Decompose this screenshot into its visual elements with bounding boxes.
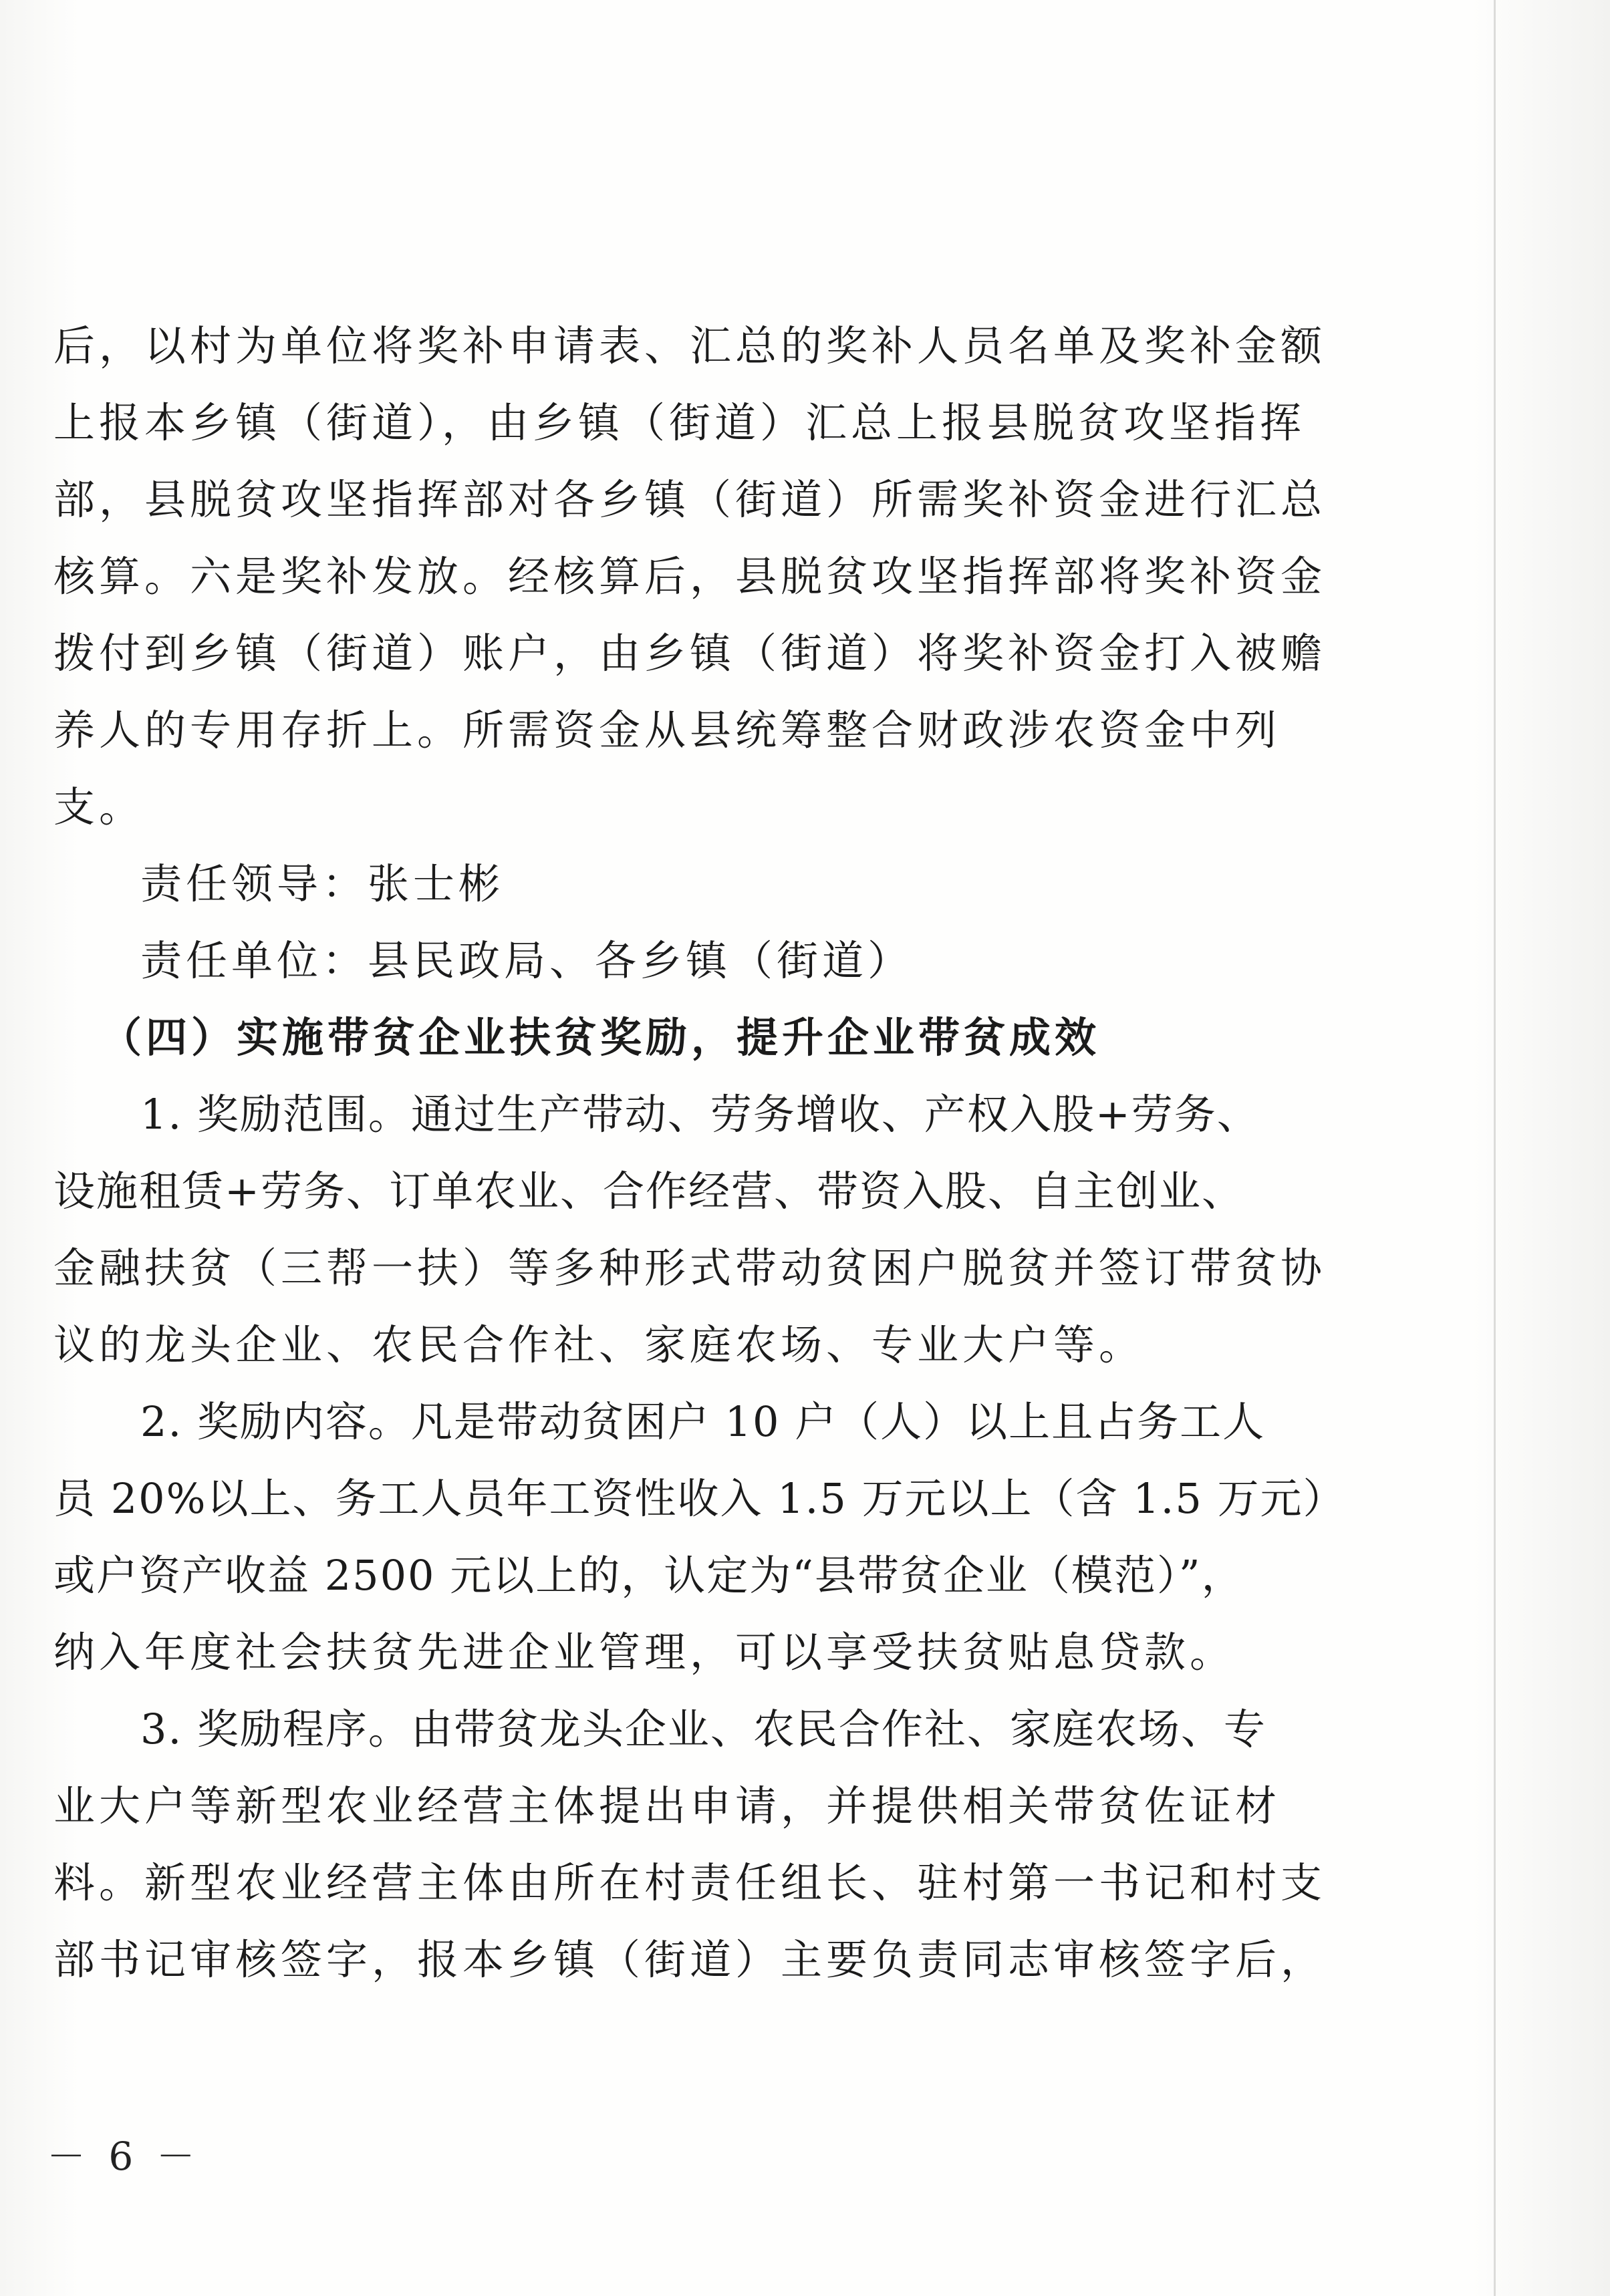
section-heading: （四）实施带贫企业扶贫奖励，提升企业带贫成效 [100, 1013, 1101, 1062]
page-edge [1494, 0, 1496, 2296]
text-line: 后，以村为单位将奖补申请表、汇总的奖补人员名单及奖补金额 [53, 321, 1327, 370]
text-line: 设施租赁+劳务、订单农业、合作经营、带资入股、自主创业、 [53, 1167, 1244, 1215]
responsible-unit: 责任单位：县民政局、各乡镇（街道） [140, 936, 914, 985]
responsible-leader: 责任领导：张士彬 [140, 859, 505, 908]
text-line: 料。新型农业经营主体由所在村责任组长、驻村第一书记和村支 [53, 1858, 1327, 1907]
text-line: 核算。六是奖补发放。经核算后，县脱贫攻坚指挥部将奖补资金 [53, 552, 1327, 601]
text-line: 纳入年度社会扶贫先进企业管理，可以享受扶贫贴息贷款。 [53, 1628, 1236, 1677]
text-line: 部，县脱贫攻坚指挥部对各乡镇（街道）所需奖补资金进行汇总 [53, 475, 1327, 524]
page-number: － 6 － [47, 2134, 200, 2179]
text-line: 金融扶贫（三帮一扶）等多种形式带动贫困户脱贫并签订带贫协 [53, 1244, 1327, 1292]
text-line: 养人的专用存折上。所需资金从县统筹整合财政涉农资金中列 [53, 706, 1281, 754]
text-line: 员 20%以上、务工人员年工资性收入 1.5 万元以上（含 1.5 万元） [53, 1474, 1346, 1523]
text-line: 上报本乡镇（街道），由乡镇（街道）汇总上报县脱贫攻坚指挥 [53, 398, 1306, 447]
text-line: 或户资产收益 2500 元以上的，认定为“县带贫企业（模范）”， [53, 1551, 1244, 1600]
text-line: 3. 奖励程序。由带贫龙头企业、农民合作社、家庭农场、专 [140, 1705, 1266, 1753]
text-line: 拨付到乡镇（街道）账户，由乡镇（街道）将奖补资金打入被赡 [53, 629, 1327, 678]
text-line: 部书记审核签字，报本乡镇（街道）主要负责同志审核签字后， [53, 1935, 1327, 1984]
text-line: 支。 [53, 782, 145, 831]
text-line: 议的龙头企业、农民合作社、家庭农场、专业大户等。 [53, 1320, 1145, 1369]
text-line: 业大户等新型农业经营主体提出申请，并提供相关带贫佐证材 [53, 1781, 1281, 1830]
body-text [53, 307, 1444, 1998]
text-line: 1. 奖励范围。通过生产带动、劳务增收、产权入股+劳务、 [140, 1090, 1260, 1139]
text-line: 2. 奖励内容。凡是带动贫困户 10 户（人）以上且占务工人 [140, 1397, 1266, 1446]
